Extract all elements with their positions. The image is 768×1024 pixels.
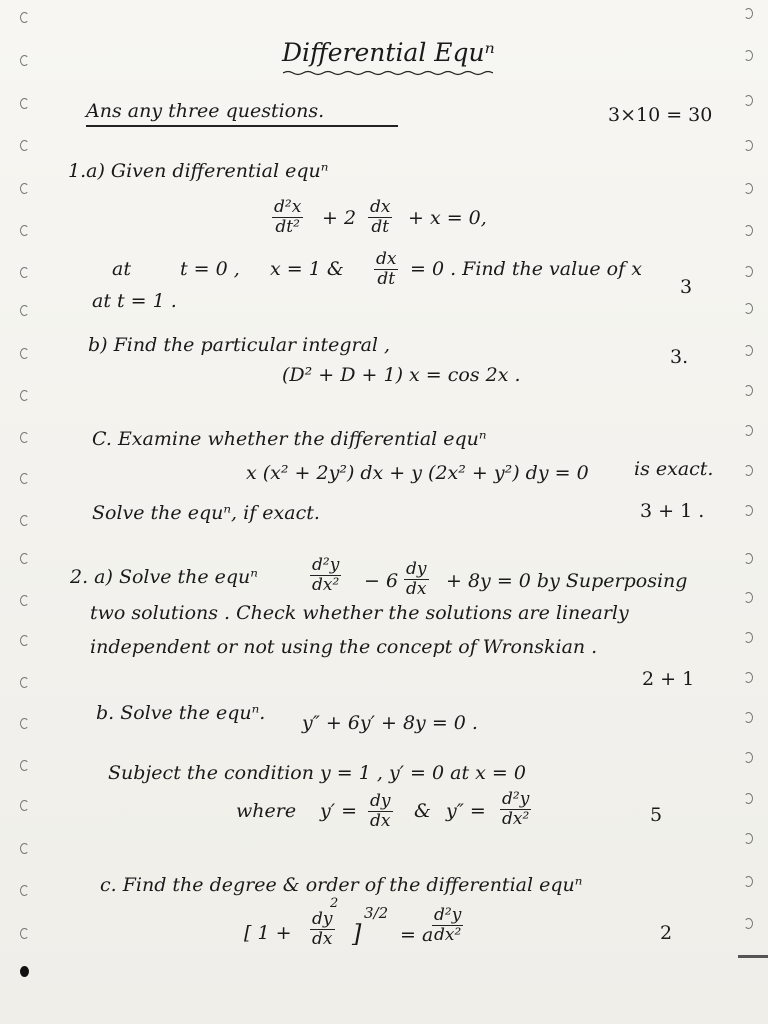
q1c-eq-tail: is exact. (634, 458, 714, 480)
binder-hole (20, 12, 29, 23)
q1b-intro: b) Find the particular integral , (88, 334, 391, 356)
fraction-numerator: d²y (312, 555, 340, 575)
q2c-eq-open: [ 1 + (244, 922, 292, 944)
page-edge-shadow (738, 955, 768, 958)
q2b-where: where (236, 800, 297, 822)
fraction-denominator: dt² (275, 217, 300, 237)
binder-hole (20, 885, 29, 896)
q1a-eq-end: + x = 0, (408, 207, 487, 229)
binder-hole (20, 928, 29, 939)
fraction-denominator: dx² (434, 925, 462, 945)
binder-hole (20, 635, 29, 646)
fraction-numerator: dy (312, 909, 333, 929)
q1b-equation: (D² + D + 1) x = cos 2x . (282, 364, 521, 386)
binder-hole (744, 712, 753, 723)
q2a-fraction-dy-dx (404, 560, 429, 599)
title-wavy-underline (283, 70, 493, 76)
fraction-numerator: dy (370, 791, 391, 811)
binder-hole (744, 345, 753, 356)
binder-hole (20, 225, 29, 236)
binder-hole (744, 752, 753, 763)
q2c-marks: 2 (660, 922, 673, 944)
binder-hole (744, 225, 753, 236)
q2b-where-fraction-dy-dx (368, 792, 393, 831)
binder-hole (20, 843, 29, 854)
binder-hole (20, 677, 29, 688)
binder-hole (20, 760, 29, 771)
q1a-cond-find: = 0 . Find the value of x (410, 258, 642, 280)
q2c-square-exponent: 2 (330, 896, 339, 911)
fraction-numerator: dy (406, 559, 427, 579)
binder-hole (20, 432, 29, 443)
binder-hole (744, 95, 753, 106)
q1a-fraction-dx-dt (368, 198, 392, 237)
fraction-numerator: dx (376, 249, 397, 269)
binder-hole (744, 833, 753, 844)
binder-hole (744, 553, 753, 564)
binder-hole (20, 515, 29, 526)
instruction-underline (86, 125, 398, 127)
fraction-denominator: dx² (312, 575, 340, 595)
binder-hole (744, 672, 753, 683)
fraction-denominator: dx (406, 579, 427, 599)
q1a-marks: 3 (680, 276, 693, 298)
binder-hole (744, 140, 753, 151)
binder-hole (20, 98, 29, 109)
q1a-cond-at-t1: at t = 1 . (92, 290, 177, 312)
binder-hole (20, 55, 29, 66)
binder-hole (744, 918, 753, 929)
q2c-power: 3/2 (364, 904, 389, 922)
binder-hole (744, 465, 753, 476)
q1a-cond-fraction-dx-dt (374, 250, 398, 289)
fraction-denominator: dx² (502, 809, 530, 829)
binder-hole (20, 140, 29, 151)
q2a-line2: two solutions . Check whether the solutions are linearly (90, 602, 629, 624)
q1c-marks: 3 + 1 . (640, 500, 705, 522)
binder-hole (20, 267, 29, 278)
q2b-where-fraction-d2y-dx2 (500, 790, 531, 829)
binder-hole (20, 966, 29, 977)
binder-hole (744, 385, 753, 396)
fraction-denominator: dx (312, 929, 333, 949)
q2a-fraction-d2y-dx2 (310, 556, 341, 595)
q2b-where-amp: & (414, 800, 431, 822)
q2b-where-y2: y″ = (446, 800, 486, 822)
fraction-numerator: d²y (434, 905, 462, 925)
binder-hole (744, 303, 753, 314)
q1c-equation: x (x² + 2y²) dx + y (2x² + y²) dy = 0 (246, 462, 589, 484)
q2b-intro: b. Solve the equⁿ. (96, 702, 266, 724)
binder-hole (744, 8, 753, 19)
q2c-eq-close: ] (352, 920, 362, 948)
q2b-condition: Subject the condition y = 1 , y′ = 0 at x = 0 (108, 762, 526, 784)
page-title: Differential Equⁿ (282, 38, 495, 67)
binder-hole (20, 800, 29, 811)
binder-hole (744, 592, 753, 603)
q2a-end: + 8y = 0 by Superposing (446, 570, 688, 592)
fraction-numerator: d²x (274, 197, 302, 217)
q1a-intro: 1.a) Given differential equⁿ (68, 160, 329, 182)
q2a-intro: 2. a) Solve the equⁿ (70, 566, 258, 588)
q2b-marks: 5 (650, 804, 663, 826)
binder-hole (20, 183, 29, 194)
q2c-fraction-dy-dx (310, 910, 335, 949)
binder-hole (744, 50, 753, 61)
fraction-numerator: dx (370, 197, 391, 217)
binder-hole (744, 425, 753, 436)
q1a-cond-x1: x = 1 & (270, 258, 344, 280)
q1a-cond-at: at (112, 258, 131, 280)
q2a-line3: independent or not using the concept of Wronskian . (90, 636, 598, 658)
binder-hole (744, 793, 753, 804)
binder-hole (20, 473, 29, 484)
q1b-marks: 3. (670, 346, 689, 368)
q2c-eq-mid: = a (400, 924, 434, 946)
binder-hole (744, 876, 753, 887)
q2b-where-y1: y′ = (320, 800, 358, 822)
binder-hole (20, 718, 29, 729)
binder-hole (744, 505, 753, 516)
binder-hole (744, 183, 753, 194)
total-marks: 3×10 = 30 (608, 104, 713, 126)
q2a-marks: 2 + 1 (642, 668, 695, 690)
q2c-intro: c. Find the degree & order of the differential equⁿ (100, 874, 583, 896)
binder-hole (20, 553, 29, 564)
binder-hole (744, 266, 753, 277)
q1c-solve: Solve the equⁿ, if exact. (92, 502, 320, 524)
binder-hole (20, 348, 29, 359)
q1a-cond-t0: t = 0 , (180, 258, 240, 280)
instruction: Ans any three questions. (86, 100, 325, 122)
fraction-denominator: dx (370, 811, 391, 831)
binder-hole (744, 632, 753, 643)
fraction-denominator: dt (371, 217, 390, 237)
q1a-eq-mid: + 2 (322, 207, 357, 229)
q2b-equation: y″ + 6y′ + 8y = 0 . (302, 712, 478, 734)
q1a-fraction-d2x-dt2 (272, 198, 303, 237)
binder-hole (20, 595, 29, 606)
q1c-intro: C. Examine whether the differential equⁿ (92, 428, 487, 450)
fraction-denominator: dt (377, 269, 396, 289)
binder-hole (20, 390, 29, 401)
binder-hole (20, 305, 29, 316)
fraction-numerator: d²y (502, 789, 530, 809)
q2a-mid: − 6 (364, 570, 399, 592)
q2c-fraction-d2y-dx2 (432, 906, 463, 945)
